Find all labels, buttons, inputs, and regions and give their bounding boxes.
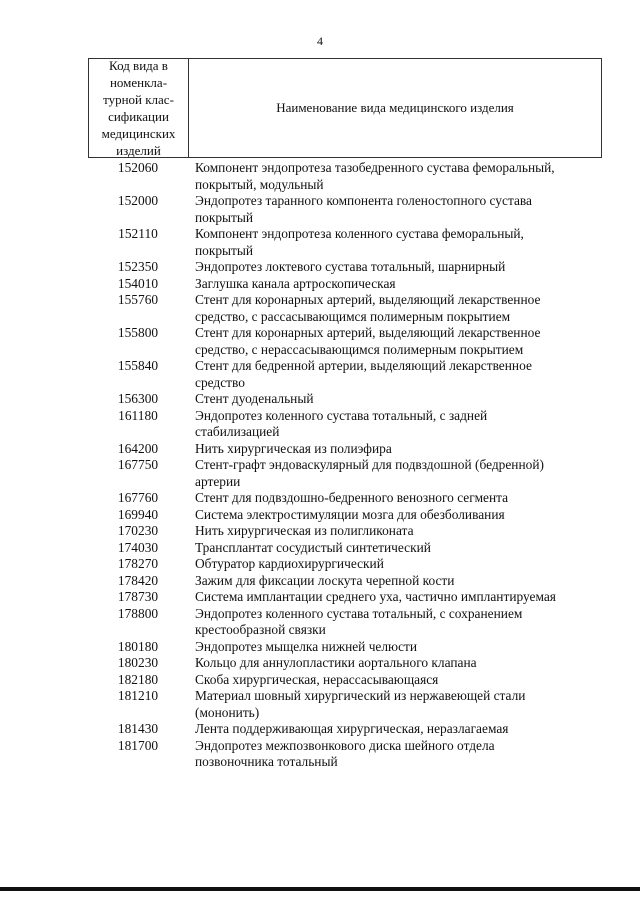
table-row	[88, 490, 602, 507]
row-name: Стент для коронарных артерий, выделяющий лекарственное средство, с нерассасывающимся полимерным покрытием	[195, 325, 541, 357]
row-code: 152060	[117, 160, 159, 175]
table-row	[88, 160, 602, 193]
row-name: Стент-графт эндоваскулярный для подвздошной (бедренной) артерии	[195, 457, 544, 489]
row-name: Обтуратор кардиохирургический	[195, 556, 384, 571]
row-name: Стент для бедренной артерии, выделяющий лекарственное средство	[195, 358, 532, 390]
table-row	[88, 391, 602, 408]
table-row	[88, 457, 602, 490]
table-row	[88, 589, 602, 606]
table-row	[88, 259, 602, 276]
row-code: 180180	[117, 638, 159, 654]
row-code: 155760	[117, 292, 159, 307]
table-row	[88, 540, 602, 557]
table-row	[88, 358, 602, 391]
row-code: 155840	[117, 358, 159, 373]
table-row	[88, 226, 602, 259]
table-header	[88, 58, 602, 158]
row-name: Эндопротез межпозвонкового диска шейного отдела позвоночника тотальный	[195, 737, 495, 769]
row-code: 170230	[117, 523, 159, 538]
row-name: Стент для коронарных артерий, выделяющий лекарственное средство, с рассасывающимся полимерным покрытием	[195, 292, 541, 324]
row-name: Лента поддерживающая хирургическая, неразлагаемая	[195, 721, 509, 736]
row-name: Система имплантации среднего уха, частично имплантируемая	[195, 589, 556, 604]
row-name: Нить хирургическая из полиэфира	[195, 440, 392, 456]
row-code: 174030	[117, 539, 159, 555]
row-name: Эндопротез мыщелка нижней челюсти	[195, 638, 418, 654]
row-code: 180230	[117, 655, 159, 670]
page-number: 4	[317, 34, 323, 48]
row-code: 152110	[118, 226, 158, 241]
row-name: Эндопротез таранного компонента голеностопного сустава покрытый	[195, 193, 532, 225]
row-name: Компонент эндопротеза коленного сустава феморальный, покрытый	[195, 226, 524, 258]
row-code: 155800	[117, 325, 159, 340]
row-name: Зажим для фиксации лоскута черепной кости	[195, 572, 455, 588]
table-row	[88, 408, 602, 441]
row-code: 154010	[117, 275, 159, 291]
table-body	[88, 160, 602, 771]
row-code: 167750	[117, 457, 159, 472]
row-name: Эндопротез коленного сустава тотальный, с сохранением крестообразной связки	[195, 605, 523, 637]
table-row	[88, 606, 602, 639]
header-name-column: Наименование вида медицинского изделия	[276, 100, 514, 115]
row-code: 156300	[117, 391, 159, 406]
row-code: 152350	[117, 259, 159, 274]
row-code: 169940	[117, 506, 159, 522]
row-name: Компонент эндопротеза тазобедренного сустава феморальный, покрытый, модульный	[195, 160, 555, 192]
table-row	[88, 556, 602, 573]
row-code: 164200	[117, 440, 159, 456]
table-row	[88, 721, 602, 738]
row-code: 181210	[117, 688, 159, 703]
table-row	[88, 507, 602, 524]
row-name: Эндопротез коленного сустава тотальный, с задней стабилизацией	[195, 407, 488, 439]
row-name: Эндопротез локтевого сустава тотальный, шарнирный	[195, 259, 506, 274]
table-row	[88, 276, 602, 293]
row-name: Кольцо для аннулопластики аортального клапана	[195, 655, 477, 670]
header-code-column: Код вида в номенкла-турной клас-сификации медицинских изделий	[89, 59, 189, 157]
row-name: Заглушка канала артроскопическая	[195, 275, 396, 291]
table-row	[88, 573, 602, 590]
row-name: Стент для подвздошно-бедренного венозного сегмента	[195, 490, 509, 505]
table-row	[88, 441, 602, 458]
table-row	[88, 672, 602, 689]
row-code: 178730	[117, 589, 159, 604]
row-name: Трансплантат сосудистый синтетический	[195, 539, 431, 555]
row-name: Скоба хирургическая, нерассасывающаяся	[195, 671, 439, 687]
table-row	[88, 655, 602, 672]
row-code: 182180	[117, 671, 159, 687]
row-name: Нить хирургическая из полигликоната	[195, 523, 414, 538]
table-row	[88, 523, 602, 540]
row-name: Материал шовный хирургический из нержавеющей стали (мононить)	[195, 688, 526, 720]
row-code: 181700	[117, 737, 159, 753]
table-row	[88, 193, 602, 226]
row-code: 167760	[117, 490, 159, 505]
row-code: 178800	[117, 605, 159, 621]
table-row	[88, 688, 602, 721]
table-row	[88, 292, 602, 325]
bottom-rule	[0, 887, 640, 891]
row-code: 178270	[117, 556, 159, 571]
row-name: Стент дуоденальный	[195, 391, 314, 406]
row-code: 178420	[117, 572, 159, 588]
row-code: 152000	[117, 193, 159, 208]
table-row	[88, 738, 602, 771]
table-row	[88, 639, 602, 656]
table-row	[88, 325, 602, 358]
row-code: 181430	[117, 721, 159, 736]
row-name: Система электростимуляции мозга для обезболивания	[195, 506, 505, 522]
row-code: 161180	[118, 407, 158, 423]
